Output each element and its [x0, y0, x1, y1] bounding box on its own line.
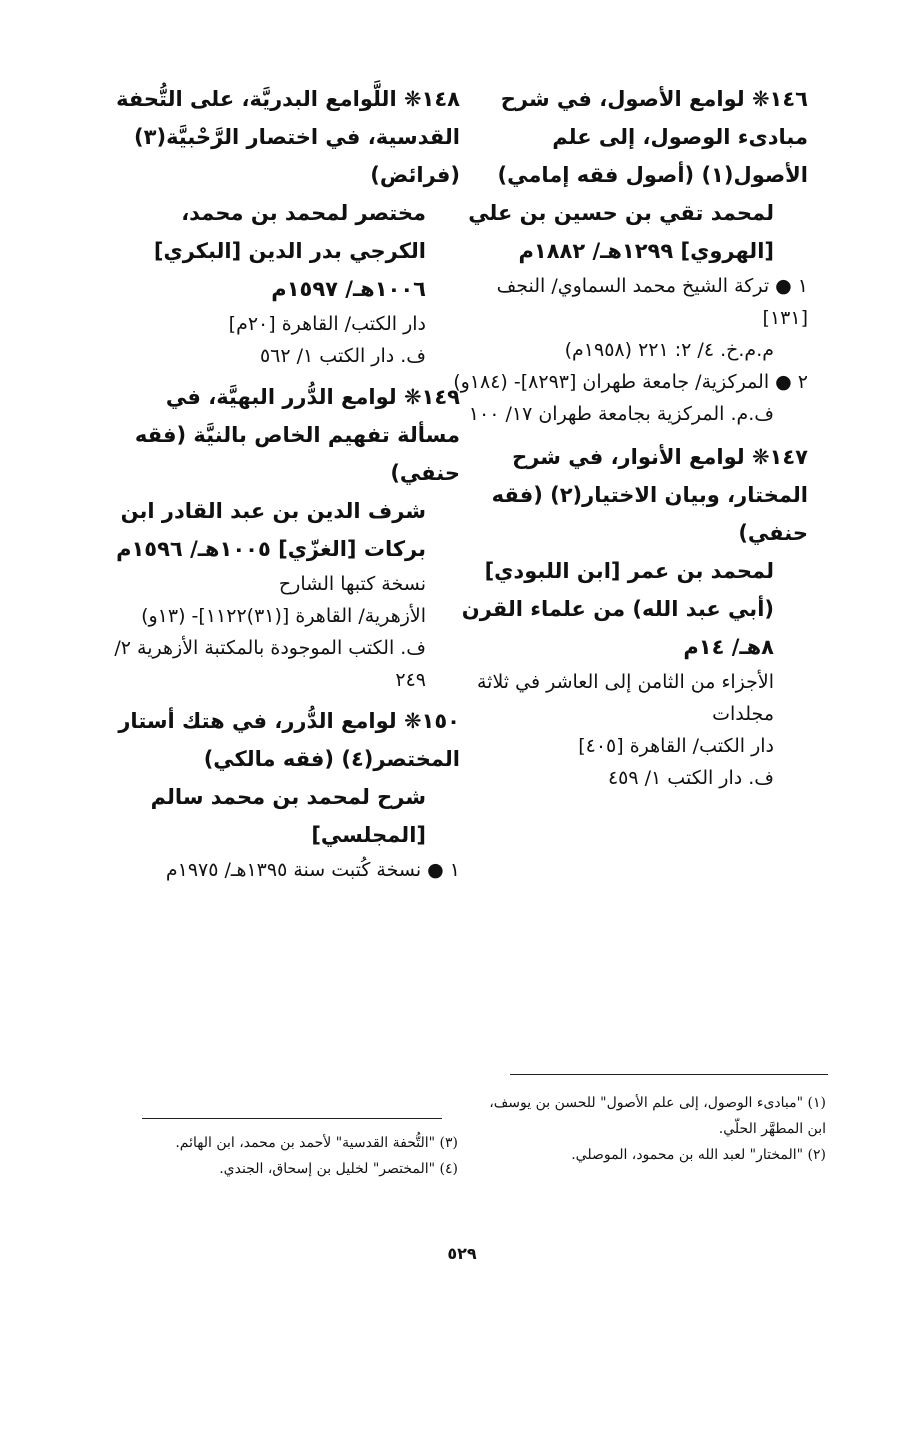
- footnote-3: (٣) "التُّحفة القدسية" لأحمد بن محمد، ابن الهائم.: [175, 1135, 458, 1151]
- right-column: [448, 80, 808, 794]
- entry-147: [448, 438, 808, 794]
- footnotes-left: [140, 1130, 458, 1182]
- left-column: [100, 80, 460, 886]
- entry-147-note-2: دار الكتب/ القاهرة [٤٠٥]: [578, 735, 774, 757]
- entry-147-author: لمحمد بن عمر [ابن اللبودي] (أبي عبد الله) من علماء القرن ٨هـ/ ١٤م: [461, 559, 774, 659]
- entry-147-note-1: الأجزاء من الثامن إلى العاشر في ثلاثة مجلدات: [476, 671, 774, 725]
- entry-150-copy-1: ١ ● نسخة كُتبت سنة ١٣٩٥هـ/ ١٩٧٥م: [165, 859, 460, 881]
- entry-150-title: ١٥٠❋ لوامع الدُّرر، في هتك أستار المختصر(٤) (فقه مالكي): [118, 709, 460, 771]
- footnote-4: (٤) "المختصر" لخليل بن إسحاق، الجندي.: [219, 1161, 458, 1177]
- entry-146-copy-1: ١ ● تركة الشيخ محمد السماوي/ النجف [١٣١]: [496, 275, 808, 329]
- entry-146-copy-2: ٢ ● المركزية/ جامعة طهران [٨٢٩٣]- (١٨٤و): [453, 371, 808, 393]
- entry-149-author: شرف الدين بن عبد القادر ابن بركات [الغزّي] ١٠٠٥هـ/ ١٥٩٦م: [116, 499, 426, 561]
- entry-148-author: مختصر لمحمد بن محمد، الكرجي بدر الدين [البكري] ١٠٠٦هـ/ ١٥٩٧م: [153, 201, 426, 301]
- entry-146-copy-1-ref: م.م.خ. ٤/ ٢: ٢٢١ (١٩٥٨م): [564, 339, 774, 361]
- entry-148-note-1: دار الكتب/ القاهرة [٢٠م]: [228, 313, 426, 335]
- footnotes-right: [486, 1090, 826, 1168]
- entry-148-title: ١٤٨❋ اللَّوامع البدريَّة، على التُّحفة القدسية، في اختصار الرَّحْبيَّة(٣) (فرائض): [116, 87, 460, 187]
- footnote-1: (١) "مبادىء الوصول، إلى علم الأصول" للحسن بن يوسف، ابن المطهَّر الحلّي.: [489, 1095, 826, 1137]
- footnote-2: (٢) "المختار" لعبد الله بن محمود، الموصلي.: [571, 1147, 826, 1163]
- entry-150: [100, 702, 460, 886]
- entry-148-note-2: ف. دار الكتب ١/ ٥٦٢: [259, 345, 426, 367]
- entry-149: [100, 378, 460, 696]
- footnote-rule-left: [142, 1118, 442, 1119]
- entry-146: [448, 80, 808, 430]
- entry-147-title: ١٤٧❋ لوامع الأنوار، في شرح المختار، وبيان الاختيار(٢) (فقه حنفي): [491, 445, 808, 545]
- entry-146-author: لمحمد تقي بن حسين بن علي [الهروي] ١٢٩٩هـ/ ١٨٨٢م: [468, 201, 774, 263]
- entry-148: [100, 80, 460, 372]
- entry-149-note-3: ف. الكتب الموجودة بالمكتبة الأزهرية ٢/ ٢٤٩: [114, 637, 426, 691]
- page-number: ٥٢٩: [447, 1244, 477, 1263]
- entry-149-note-1: نسخة كتبها الشارح: [278, 573, 426, 595]
- entry-149-note-2: الأزهرية/ القاهرة [(٣١)١١٢٢]- (١٣و): [141, 605, 426, 627]
- entry-146-title: ١٤٦❋ لوامع الأصول، في شرح مبادىء الوصول، إلى علم الأصول(١) (أصول فقه إمامي): [497, 87, 808, 187]
- entry-146-copy-2-ref: ف.م. المركزية بجامعة طهران ١٧/ ١٠٠: [468, 403, 774, 425]
- entry-147-note-3: ف. دار الكتب ١/ ٤٥٩: [607, 767, 774, 789]
- entry-149-title: ١٤٩❋ لوامع الدُّرر البهيَّة، في مسألة تفهيم الخاص بالنيَّة (فقه حنفي): [134, 385, 460, 485]
- entry-150-author: شرح لمحمد بن محمد سالم [المجلسي]: [150, 785, 426, 847]
- footnote-rule-right: [510, 1074, 828, 1075]
